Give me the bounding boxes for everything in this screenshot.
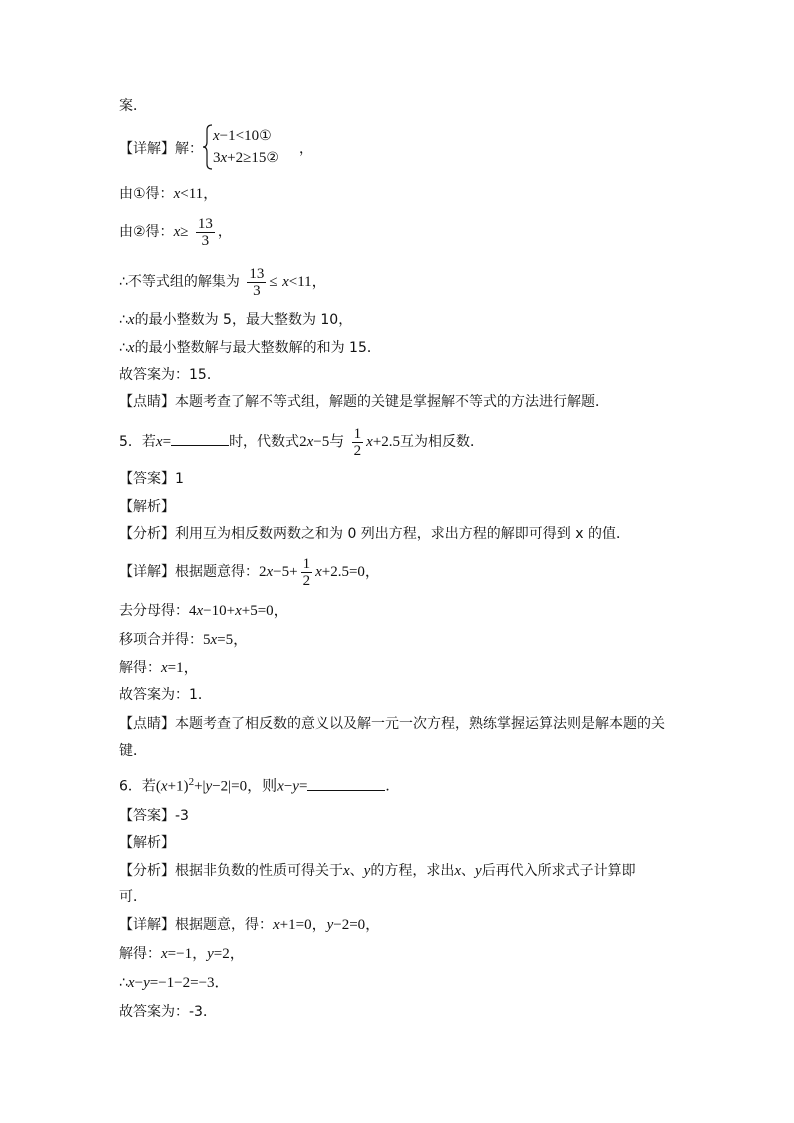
text-line: 【答案】-3 (119, 808, 189, 824)
text-line: ∴x的最小整数为 5，最大整数为 10， (119, 312, 353, 328)
text-line: ∴不等式组的解集为 $\frac{13}{3}$ ≤ x<11， (119, 265, 327, 299)
detail-label: 【详解】解： (119, 141, 203, 157)
text-line: 【分析】根据非负数的性质可得关于x、y的方程，求出x、y后再代入所求式子计算即 (119, 863, 636, 879)
text-line: 由②得：x≥ $\frac{13}{3}$ ， (119, 215, 232, 249)
text-line: 【解析】 (119, 835, 175, 851)
answer-blank (171, 445, 229, 446)
text-line: 故答案为：-3． (119, 1004, 217, 1020)
text-line: 解得：x=−1，y=2， (119, 946, 245, 962)
answer-blank (307, 790, 385, 791)
text-line: 解得：x=1， (119, 660, 199, 676)
text-line: 【点睛】本题考查了解不等式组，解题的关键是掌握解不等式的方法进行解题． (119, 394, 609, 410)
text-line: 移项合并得：5x=5， (119, 632, 249, 648)
fraction: $\frac{13}{3}$ (197, 215, 213, 249)
question-5: 5．若x= 时，代数式2x−5与 $\frac{1}{2}$ x+2.5互为相反数． (119, 425, 485, 459)
fraction: $\frac{1}{2}$ (302, 555, 311, 589)
text-line: 案． (119, 98, 147, 114)
text-line: 【详解】根据题意，得：x+1=0，y−2=0， (119, 917, 381, 933)
text-line: ∴x的最小整数解与最大整数解的和为 15． (119, 340, 381, 356)
text-line: 【点睛】本题考查了相反数的意义以及解一元一次方程，熟练掌握运算法则是解本题的关 (119, 716, 665, 732)
text-line: 由①得：x<11， (119, 186, 219, 202)
left-brace-icon (203, 124, 213, 170)
text-line: 故答案为：1． (119, 687, 212, 703)
fraction: $\frac{13}{3}$ (249, 265, 265, 299)
text-line: 可． (119, 889, 147, 905)
text-line: 【答案】1 (119, 471, 184, 487)
text-line: 故答案为：15． (119, 367, 221, 383)
fraction: $\frac{1}{2}$ (353, 425, 362, 459)
text-line: 键． (119, 743, 147, 759)
text-line: 【分析】利用互为相反数两数之和为 0 列出方程，求出方程的解即可得到 x 的值． (119, 526, 630, 542)
text-line: ∴x−y=−1−2=−3． (119, 975, 230, 991)
text-line: 【解析】 (119, 499, 175, 515)
text-line: 【详解】根据题意得：2x−5+ $\frac{1}{2}$ x+2.5=0， (119, 555, 380, 589)
text-line: 去分母得：4x−10+x+5=0， (119, 603, 289, 619)
question-6: 6．若$(x+1)^2+|y-2|=0$，则x−y= ． (119, 776, 400, 795)
